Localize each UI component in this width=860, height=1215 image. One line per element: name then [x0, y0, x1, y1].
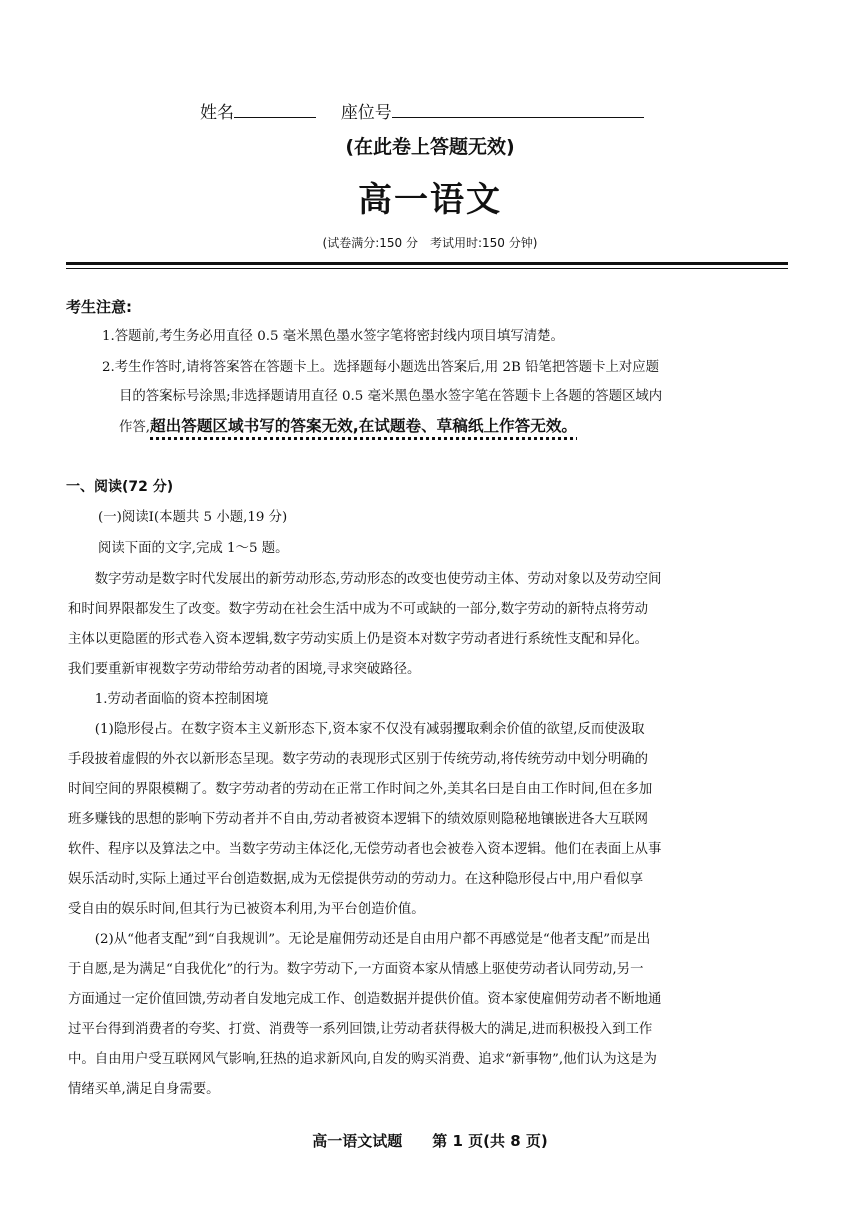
invalid-answer-notice: (在此卷上答题无效): [345, 136, 515, 158]
passage-line: 于自愿,是为满足“自我优化”的行为。数字劳动下,一方面资本家从情感上驱使劳动者认同劳动,另一: [68, 961, 644, 977]
note-item-2-emphasis: 超出答题区域书写的答案无效,在试题卷、草稿纸上作答无效。: [150, 417, 578, 435]
note-item-1: 1.答题前,考生务必用直径 0.5 毫米黑色墨水签字笔将密封线内项目填写清楚。: [102, 329, 564, 344]
passage-line: 受自由的娱乐时间,但其行为已被资本利用,为平台创造价值。: [68, 901, 425, 917]
passage-line: (1)隐形侵占。在数字资本主义新形态下,资本家不仅没有减弱攫取剩余价值的欲望,反而使汲取: [68, 721, 645, 737]
passage-line: 手段披着虚假的外衣以新形态呈现。数字劳动的表现形式区别于传统劳动,将传统劳动中划分明确的: [68, 751, 649, 767]
name-blank: [234, 103, 316, 118]
passage-line: 软件、程序以及算法之中。当数字劳动主体泛化,无偿劳动者也会被卷入资本逻辑。他们在表面上从事: [68, 841, 662, 857]
seat-label: 座位号: [340, 103, 392, 123]
passage-line: 班多赚钱的思想的影响下劳动者并不自由,劳动者被资本逻辑下的绩效原则隐秘地镶嵌进各大互联网: [68, 811, 649, 827]
note-item-2-line-2: 目的答案标号涂黑;非选择题请用直径 0.5 毫米黑色墨水签字笔在答题卡上各题的答题区域内: [119, 389, 663, 404]
header-divider-thick: [66, 262, 788, 265]
notes-heading: 考生注意:: [66, 298, 132, 316]
reading-instruction: 阅读下面的文字,完成 1～5 题。: [98, 541, 289, 556]
passage-line: 方面通过一定价值回馈,劳动者自发地完成工作、创造数据并提供价值。资本家使雇佣劳动者不断地通: [68, 991, 662, 1007]
passage-line: 中。自由用户受互联网风气影响,狂热的追求新风向,自发的购买消费、追求“新事物”,他们认为这是为: [68, 1051, 657, 1067]
passage-line: 主体以更隐匿的形式卷入资本逻辑,数字劳动实质上仍是资本对数字劳动者进行系统性支配和异化。: [68, 631, 649, 647]
passage-line: 娱乐活动时,实际上通过平台创造数据,成为无偿提供劳动的劳动力。在这种隐形侵占中,用户看似享: [68, 871, 644, 887]
note-item-2-prefix: 作答,: [119, 420, 151, 435]
passage-line: 和时间界限都发生了改变。数字劳动在社会生活中成为不可或缺的一部分,数字劳动的新特点将劳动: [68, 602, 649, 617]
passage-line: 数字劳动是数字时代发展出的新劳动形态,劳动形态的改变也使劳动主体、劳动对象以及劳动空间: [68, 572, 662, 587]
section-heading: 一、阅读(72 分): [66, 479, 174, 495]
name-label: 姓名: [200, 103, 234, 123]
note-item-2-line-1: 2.考生作答时,请将答案答在答题卡上。选择题每小题选出答案后,用 2B 铅笔把答题卡上对应题: [102, 360, 660, 375]
passage-line: (2)从“他者支配”到“自我规训”。无论是雇佣劳动还是自由用户都不再感觉是“他者支配”而是出: [68, 931, 651, 947]
page-footer: 高一语文试题 第 1 页(共 8 页): [312, 1132, 548, 1150]
passage-line: 情绪买单,满足自身需要。: [68, 1081, 220, 1097]
passage-line: 时间空间的界限模糊了。数字劳动者的劳动在正常工作时间之外,美其名曰是自由工作时间,但在多加: [68, 781, 653, 797]
page-title: 高一语文: [358, 180, 502, 220]
seat-blank: [392, 103, 644, 118]
header-divider-thin: [66, 268, 788, 269]
passage-subheading: 1.劳动者面临的资本控制困境: [68, 691, 269, 707]
exam-header-fields: [200, 98, 644, 123]
passage-line: 我们要重新审视数字劳动带给劳动者的困境,寻求突破路径。: [68, 661, 421, 677]
exam-info: (试卷满分:150 分 考试用时:150 分钟): [322, 236, 538, 250]
note-item-2-line-3: [119, 414, 577, 436]
passage: [68, 568, 798, 1108]
sub-section-heading: (一)阅读Ⅰ(本题共 5 小题,19 分): [98, 510, 288, 525]
passage-line: 过平台得到消费者的夸奖、打赏、消费等一系列回馈,让劳动者获得极大的满足,进而积极投入到工作: [68, 1021, 653, 1037]
